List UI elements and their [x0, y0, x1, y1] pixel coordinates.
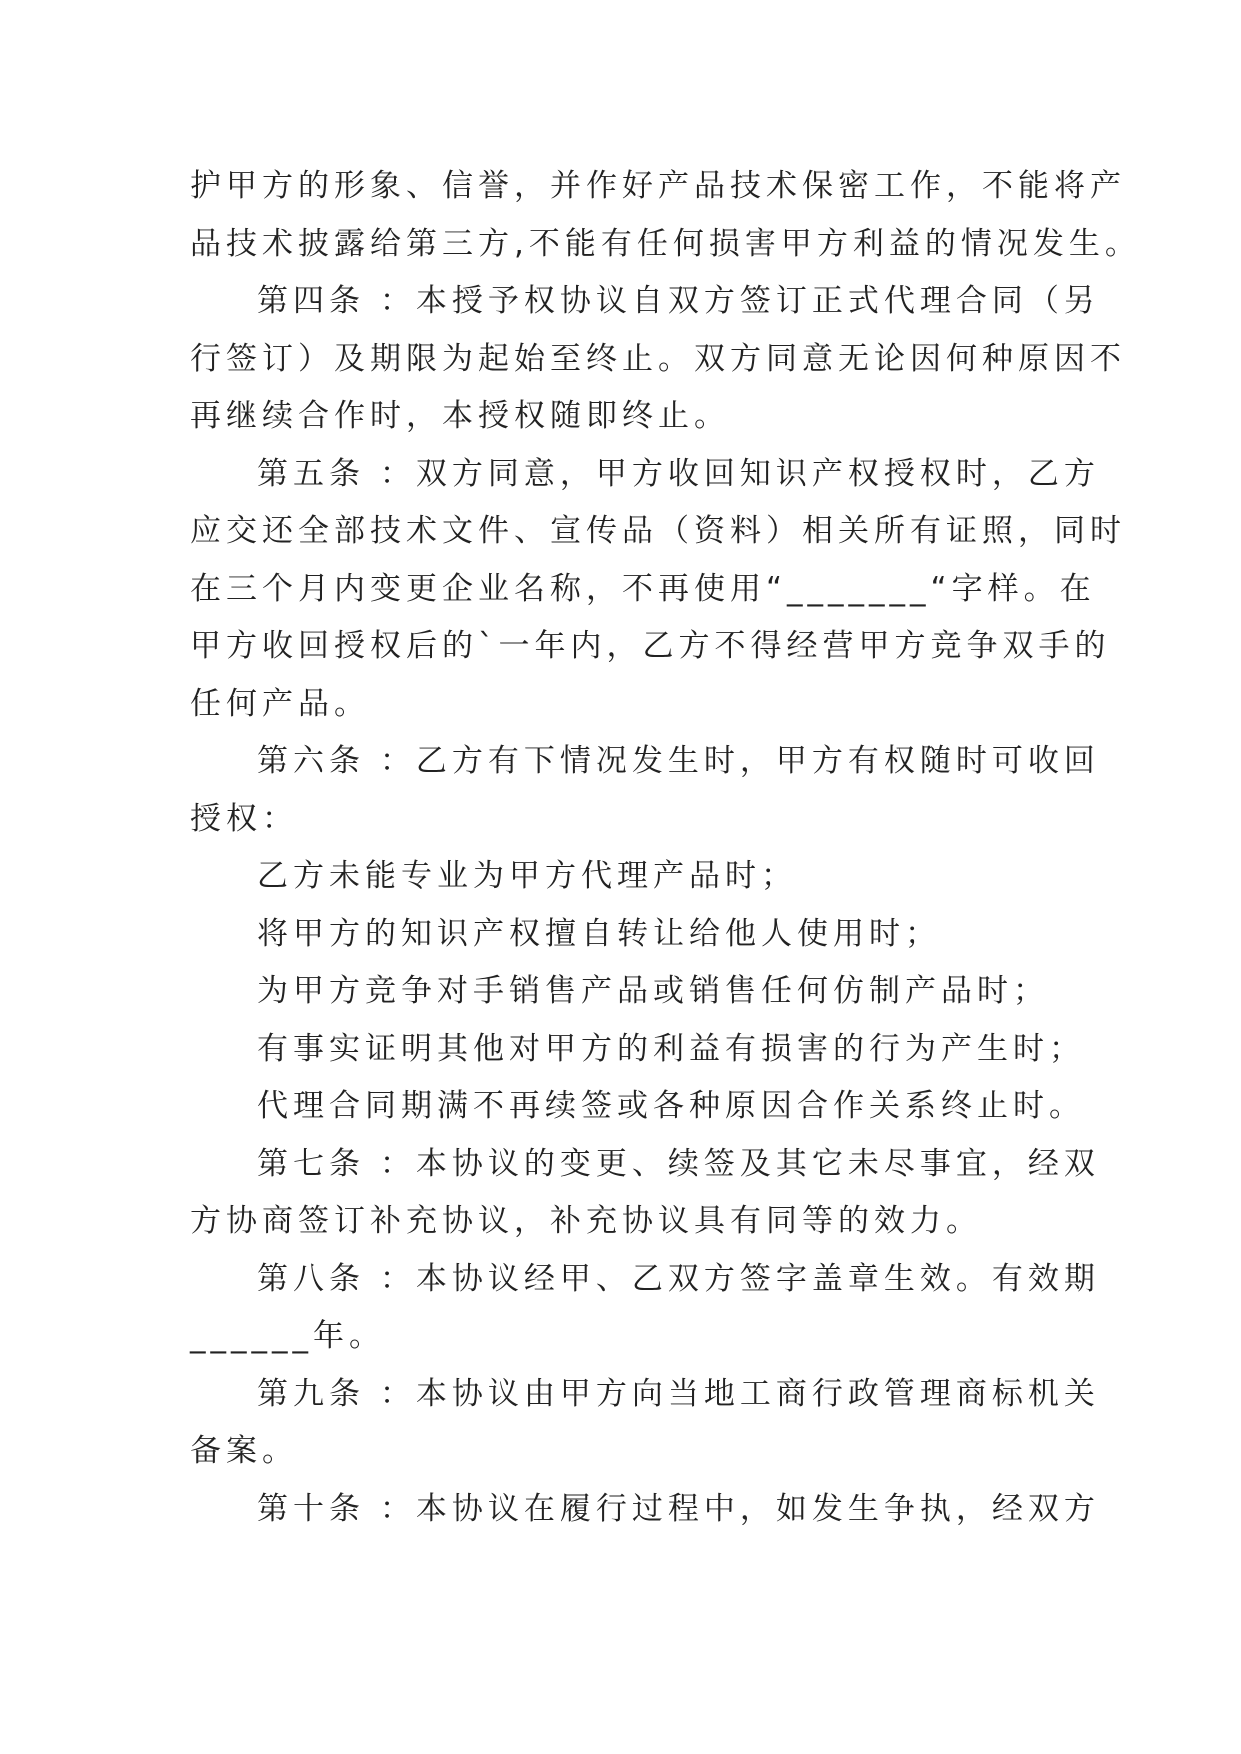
text-line: 代理合同期满不再续签或各种原因合作关系终止时。 — [257, 1088, 1085, 1124]
text-line: 品技术披露给第三方,不能有任何损害甲方利益的情况发生。 — [190, 225, 1141, 262]
text-line: 第四条 ：本授予权协议自双方签订正式代理合同（另 — [257, 283, 1100, 319]
text-line: 备案。 — [190, 1433, 298, 1469]
text-line: 乙方未能专业为甲方代理产品时； — [257, 858, 797, 894]
text-line: 第七条 ：本协议的变更、续签及其它未尽事宜，经双 — [257, 1145, 1100, 1182]
text-line: 甲方收回授权后的`一年内，乙方不得经营甲方竞争双手的 — [190, 628, 1111, 664]
text-line: ______年。 — [190, 1318, 385, 1354]
text-line: 将甲方的知识产权擅自转让给他人使用时； — [257, 915, 941, 952]
text-line: 方协商签订补充协议，补充协议具有同等的效力。 — [190, 1203, 982, 1239]
text-line: 有事实证明其他对甲方的利益有损害的行为产生时； — [257, 1030, 1085, 1067]
text-line: 第六条 ：乙方有下情况发生时，甲方有权随时可收回 — [257, 743, 1100, 779]
text-line: 再继续合作时，本授权随即终止。 — [190, 398, 730, 434]
text-line: 第十条 ：本协议在履行过程中，如发生争执，经双方 — [257, 1490, 1100, 1527]
text-line: 授权： — [190, 800, 298, 837]
text-line: 第五条 ：双方同意，甲方收回知识产权授权时，乙方 — [257, 455, 1100, 492]
text-line: 护甲方的形象、信誉，并作好产品技术保密工作，不能将产 — [190, 168, 1126, 204]
document-body — [190, 158, 1141, 1538]
text-line: 第九条 ：本协议由甲方向当地工商行政管理商标机关 — [257, 1375, 1100, 1412]
text-line: 第八条 ：本协议经甲、乙双方签字盖章生效。有效期 — [257, 1260, 1100, 1297]
text-line: 在三个月内变更企业名称，不再使用“_______“字样。在 — [190, 570, 1096, 607]
text-line: 应交还全部技术文件、宣传品（资料）相关所有证照，同时 — [190, 513, 1126, 549]
text-line: 为甲方竞争对手销售产品或销售任何仿制产品时； — [257, 973, 1049, 1009]
text-line: 行签订）及期限为起始至终止。双方同意无论因何种原因不 — [190, 340, 1126, 377]
text-line: 任何产品。 — [190, 685, 370, 722]
